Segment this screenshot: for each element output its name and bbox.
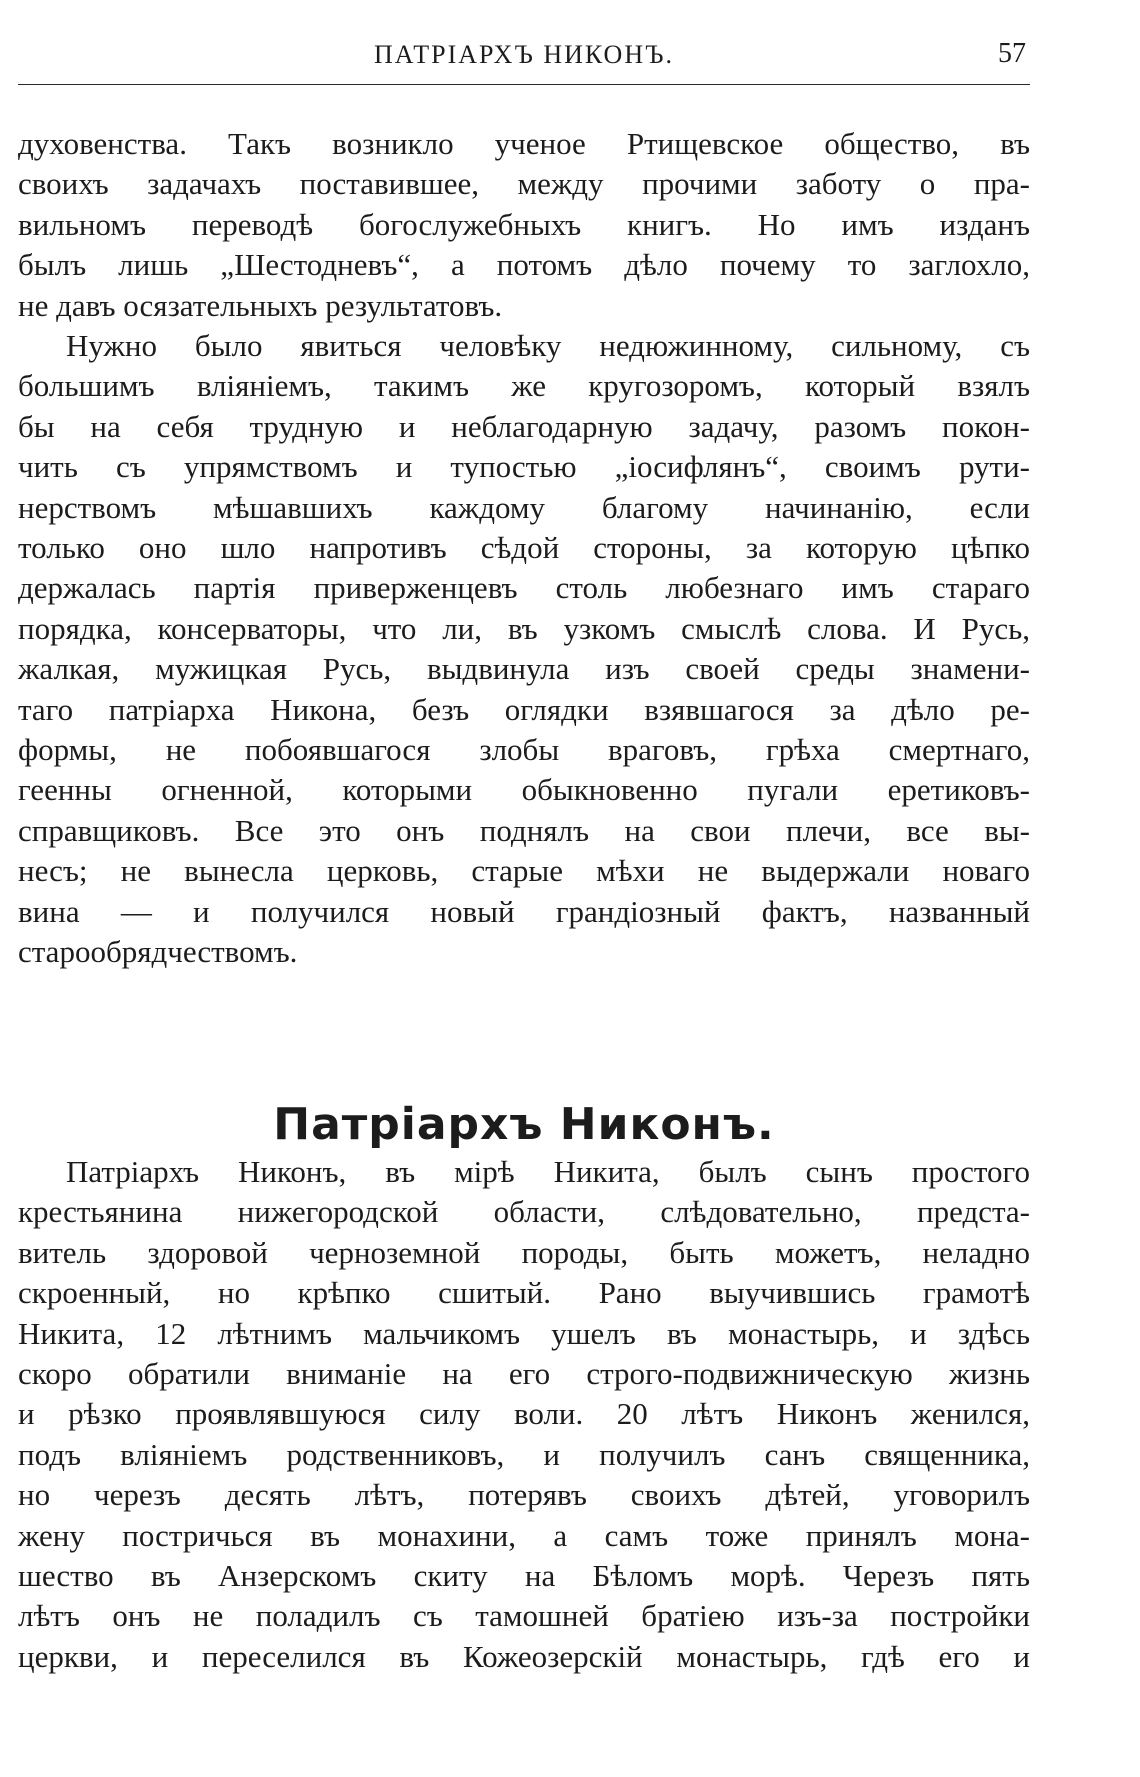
text-line: Патріархъ Никонъ, въ мірѣ Никита, былъ сынъ простого [66,1154,1030,1189]
text-line: скроенный, но крѣпко сшитый. Рано выучившись грамотѣ [18,1275,1030,1311]
text-line: таго патріарха Никона, безъ оглядки взявшагося за дѣло ре- [18,691,1030,727]
text-line: подъ вліяніемъ родственниковъ, и получилъ санъ священника, [18,1436,1030,1472]
text-line: жену постричься въ монахини, а самъ тоже принялъ мона- [18,1517,1030,1553]
text-line: церкви, и переселился въ Кожеозерскій монастырь, гдѣ его и [18,1638,1030,1674]
text-line: формы, не побоявшагося злобы враговъ, грѣха смертнаго, [18,732,1030,768]
text-line: скоро обратили вниманіе на его строго-подвижническую жизнь [18,1356,1030,1392]
text-line: своихъ задачахъ поставившее, между прочими заботу о пра- [18,166,1030,202]
text-line: старообрядчествомъ. [18,934,298,970]
running-title: ПАТРІАРХЪ НИКОНЪ. [374,40,674,69]
text-line: лѣтъ онъ не поладилъ съ тамошней братіею изъ-за постройки [18,1598,1030,1634]
text-line: и рѣзко проявлявшуюся силу воли. 20 лѣтъ Никонъ женился, [18,1396,1030,1432]
text-line: порядка, консерваторы, что ли, въ узкомъ смыслѣ слова. И Русь, [18,610,1030,646]
page-number: 57 [998,38,1026,69]
paragraph-continued [18,124,1030,326]
text-line: вина — и получился новый грандіозный фактъ, названный [18,893,1030,929]
text-line: геенны огненной, которыми обыкновенно пугали еретиковъ- [18,772,1030,808]
text-line: бы на себя трудную и неблагодарную задачу, разомъ покон- [18,408,1030,444]
text-line: справщиковъ. Все это онъ поднялъ на свои плечи, все вы- [18,812,1030,848]
text-line: Нужно было явиться человѣку недюжинному, сильному, съ [66,328,1030,363]
text-line: чить съ упрямствомъ и тупостью „іосифлянъ“, своимъ рути- [18,449,1030,485]
text-line: нерствомъ мѣшавшихъ каждому благому начинанію, если [18,489,1030,525]
paragraph [18,326,1030,973]
text-line: только оно шло напротивъ сѣдой стороны, за которую цѣпко [18,530,1030,566]
text-line: шество въ Анзерскомъ скиту на Бѣломъ морѣ. Черезъ пять [18,1558,1030,1594]
paragraph [18,124,1030,326]
text-line: Никита, 12 лѣтнимъ мальчикомъ ушелъ въ монастырь, и здѣсь [18,1315,1030,1351]
text-line: жалкая, мужицкая Русь, выдвинула изъ своей среды знамени- [18,651,1030,687]
text-line: вильномъ переводѣ богослужебныхъ книгъ. Но имъ изданъ [18,206,1030,242]
text-line: былъ лишь „Шестодневъ“, а потомъ дѣло почему то заглохло, [18,247,1030,283]
paragraph [18,1152,1030,1677]
text-line: крестьянина нижегородской области, слѣдовательно, предста- [18,1194,1030,1230]
text-line: духовенства. Такъ возникло ученое Ртищевское общество, въ [18,126,1030,161]
section-paragraph-block [18,1152,1030,1677]
section-heading: Патріархъ Никонъ. [273,1098,775,1150]
running-header [18,34,1030,85]
text-line: несъ; не вынесла церковь, старые мѣхи не выдержали новаго [18,853,1030,889]
text-line: но черезъ десять лѣтъ, потерявъ своихъ дѣтей, уговорилъ [18,1477,1030,1513]
paragraph-block [18,326,1030,973]
text-line: держалась партія приверженцевъ столь любезнаго имъ стараго [18,570,1030,606]
text-line: витель здоровой черноземной породы, быть можетъ, неладно [18,1234,1030,1270]
text-line: не давъ осязательныхъ результатовъ. [18,287,503,323]
text-line: большимъ вліяніемъ, такимъ же кругозоромъ, который взялъ [18,368,1030,404]
